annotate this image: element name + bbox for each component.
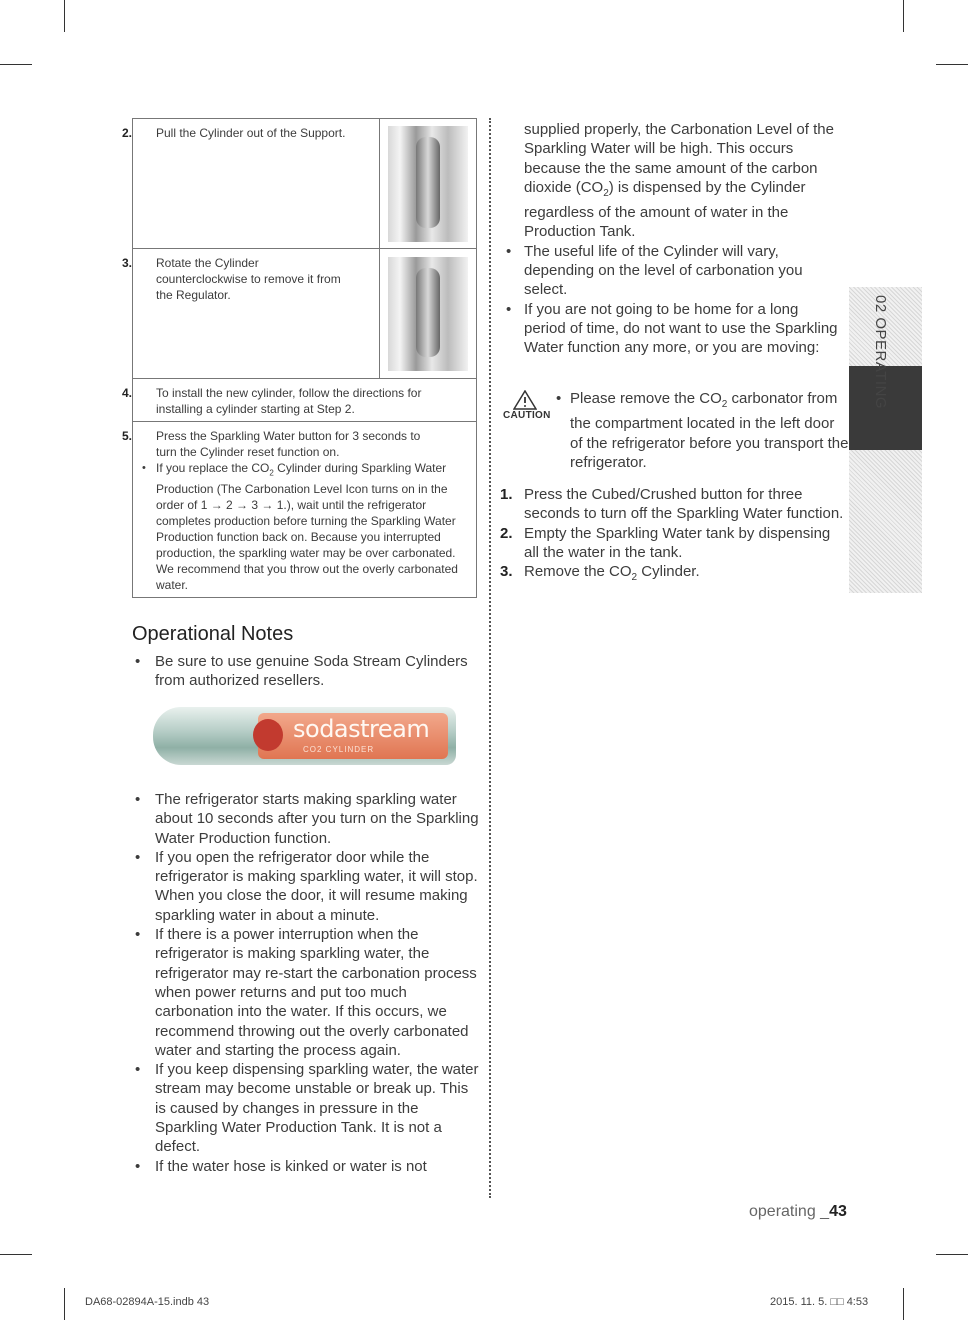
caution-block-icon [503, 390, 551, 421]
step-3-line-1: Rotate the Cylinder [156, 256, 259, 270]
step-number: 5. [122, 429, 133, 443]
cylinder-support-photo [388, 126, 468, 242]
print-imprint-file: DA68-02894A-15.indb 43 [85, 1296, 210, 1308]
step-3-line-2: counterclockwise to remove it from [156, 272, 341, 286]
removal-step: 2. Empty the Sparkling Water tank by dispensing all the water in the tank. [500, 524, 831, 561]
page-number: 43 [829, 1203, 847, 1220]
note-bullet: • If you keep dispensing sparkling water, the water stream may become unstable or break up. This is caused by changes in pressure in the Sparkling Water Production Tank. It is not a defect. [155, 1060, 483, 1156]
step-4-row [122, 379, 476, 422]
notes-list-top [133, 652, 479, 691]
step-number: 2. [122, 126, 133, 140]
warning-triangle-icon [513, 390, 537, 410]
right-column-text [502, 120, 842, 358]
step-5-bullet: • If you replace the $CO_2$ Cylinder during Sparkling Water Production (The Carbonation Level Icon turns on in the order of 1 → 2 → 3 → 1.), wait until the refrigerator completes production before turning the Sparkling Water Production function back on. Because you interrupted production, the sparkling water may be over carbonated. We recommend that you throw out the overly carbonated water. [139, 460, 470, 593]
cylinder-brand: sodastream [293, 715, 430, 743]
step-5-row [122, 422, 476, 597]
crop-mark [903, 0, 904, 32]
sodastream-cylinder-image [153, 707, 456, 765]
step-2-row [122, 119, 476, 249]
print-imprint-date: 2015. 11. 5. □□ 4:53 [770, 1296, 869, 1308]
step-4-line-1: To install the new cylinder, follow the directions for [156, 386, 422, 400]
right-bullet: • If you are not going to be home for a long period of time, do not want to use the Sparkling Water function any more, or you are moving: [502, 300, 842, 358]
steps-table [122, 118, 477, 598]
chapter-tab-label: 02 OPERATING [872, 295, 889, 410]
crop-mark [64, 1288, 65, 1320]
step-3-row [122, 249, 476, 379]
note-bullet: • If there is a power interruption when the refrigerator is making sparkling water, the refrigerator may re-start the carbonation process when power returns and put too much carbonation into the water. If this occurs, we recommend throwing out the overly carbonated water and starting the process again. [155, 925, 483, 1060]
removal-step: 3. Remove the $CO_2$ Cylinder. [500, 563, 700, 584]
note-bullet: • If you open the refrigerator door while the refrigerator is making sparkling water, it will stop. When you close the door, it will resume making sparkling water in about a minute. [155, 848, 483, 925]
step-number: 4. [122, 386, 133, 400]
right-bullet: • The useful life of the Cylinder will vary, depending on the level of carbonation you select. [502, 242, 842, 300]
step-3-line-3: the Regulator. [156, 288, 231, 302]
step-5-line-1: Press the Sparkling Water button for 3 seconds to [156, 429, 421, 443]
crop-mark [0, 64, 32, 65]
removal-step: 1. Press the Cubed/Crushed button for three seconds to turn off the Sparkling Water function. [500, 486, 844, 523]
caution-label: CAUTION [503, 410, 551, 421]
page-footer-label: operating _43 [749, 1203, 847, 1220]
note-bullet: • The refrigerator starts making sparkling water about 10 seconds after you turn on the Sparkling Water Production function. [155, 790, 483, 848]
caution-text: • Please remove the $CO_2$ carbonator from the compartment located in the left door of the refrigerator before you transport the refrigerator. [552, 389, 850, 472]
crop-mark [0, 1254, 32, 1255]
step-5-line-2: turn the Cylinder reset function on. [156, 445, 340, 459]
section-title: Operational Notes [132, 623, 294, 645]
crop-mark [903, 1288, 904, 1320]
note-bullet: • If the water hose is kinked or water is not [155, 1157, 483, 1176]
continued-paragraph: supplied properly, the Carbonation Level of the Sparkling Water will be high. This occurs because the the same amount of the carbon dioxide $(CO_2)$ is dispensed by the Cylinder regardless of the amount of water in the Production Tank. [524, 121, 834, 241]
cylinder-regulator-photo [388, 257, 468, 371]
column-divider [489, 118, 491, 1198]
step-2-text: Pull the Cylinder out of the Support. [156, 126, 346, 140]
crop-mark [936, 64, 968, 65]
crop-mark [936, 1254, 968, 1255]
removal-steps [500, 485, 845, 587]
step-4-line-2: installing a cylinder starting at Step 2. [156, 402, 355, 416]
crop-mark [64, 0, 65, 32]
notes-list [133, 790, 483, 1176]
cylinder-caption: CO2 CYLINDER [303, 745, 375, 754]
note-bullet: • Be sure to use genuine Soda Stream Cylinders from authorized resellers. [155, 652, 479, 691]
step-number: 3. [122, 256, 133, 270]
